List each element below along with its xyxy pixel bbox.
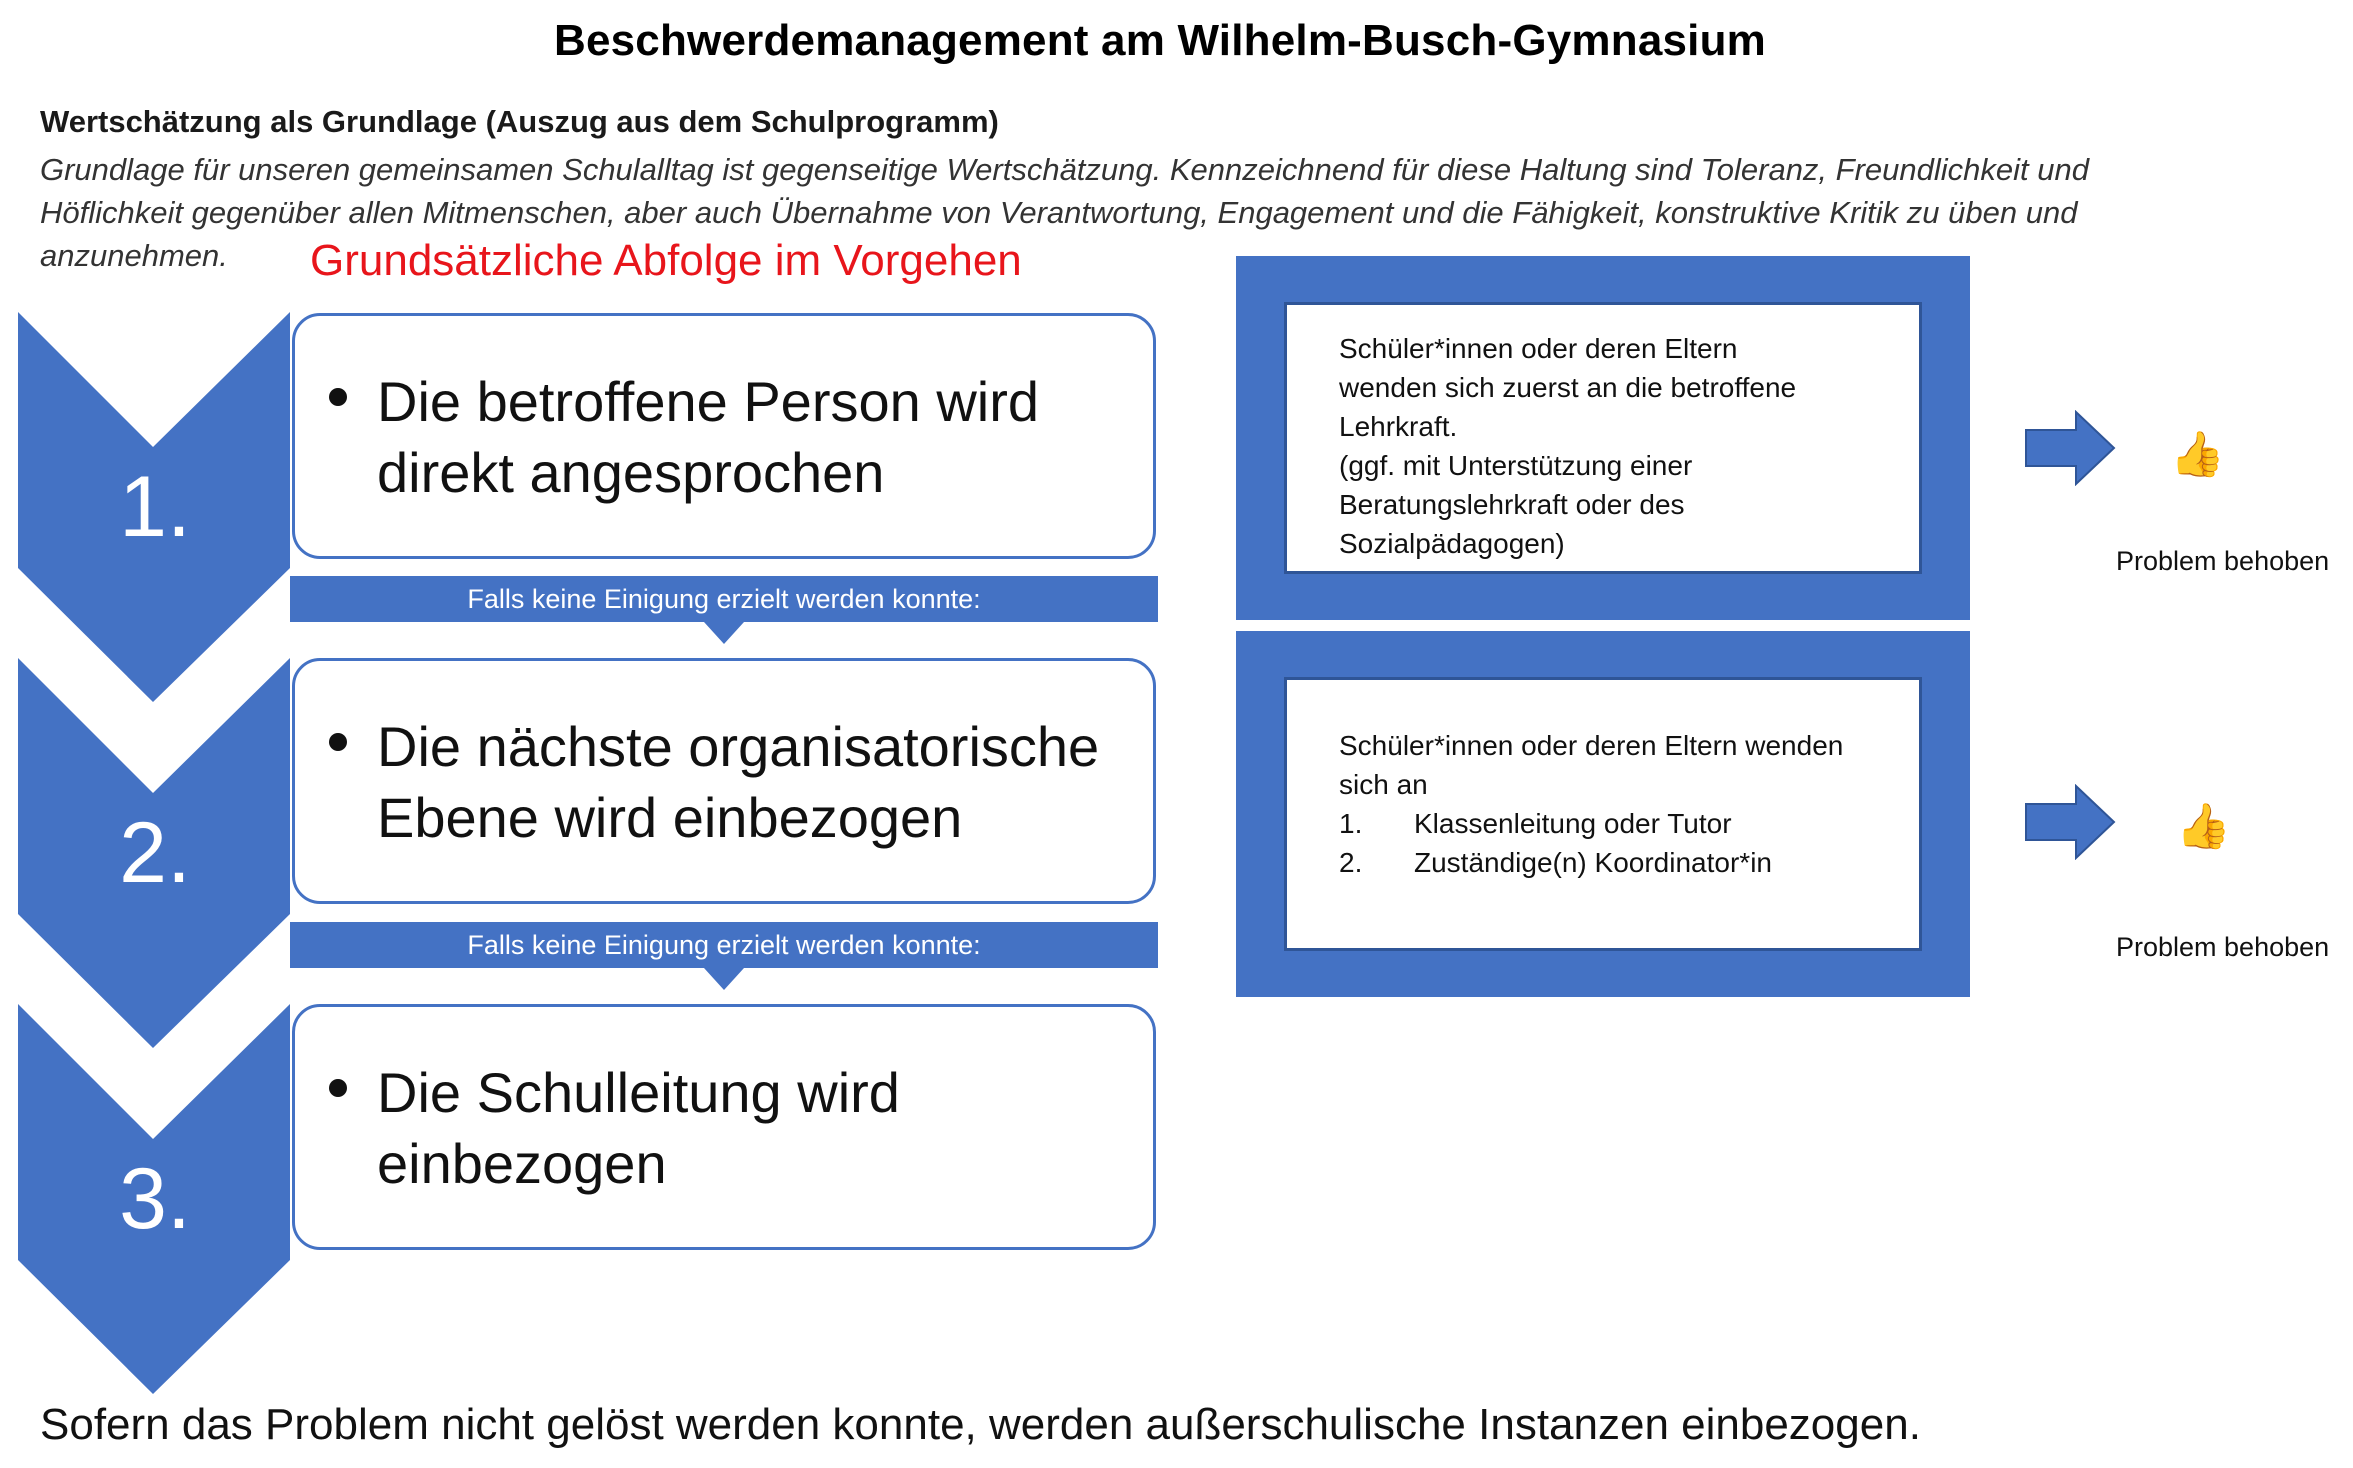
detail-line: wenden sich zuerst an die betroffene — [1339, 372, 1797, 403]
detail-line: sich an — [1339, 769, 1428, 800]
list-text: Klassenleitung oder Tutor — [1414, 808, 1732, 839]
detail-box-2 — [1284, 677, 1922, 951]
down-arrow-icon — [704, 622, 744, 644]
right-arrow-icon — [2024, 784, 2116, 860]
step-number-1: 1. — [119, 459, 191, 555]
list-number: 2. — [1339, 847, 1363, 878]
detail-list-item — [1339, 804, 1919, 843]
detail-line: Schüler*innen oder deren Eltern wenden — [1339, 730, 1844, 761]
intro-heading: Wertschätzung als Grundlage (Auszug aus dem Schulprogramm) — [40, 104, 999, 139]
step-number-2: 2. — [119, 805, 191, 901]
connector-bar-2: Falls keine Einigung erzielt werden konnte: — [290, 922, 1158, 968]
detail-text-1 — [1339, 329, 1919, 563]
connector-bar-1: Falls keine Einigung erzielt werden konnte: — [290, 576, 1158, 622]
footer-text: Sofern das Problem nicht gelöst werden konnte, werden außerschulische Instanzen einbezogen. — [40, 1400, 1921, 1449]
sequence-heading: Grundsätzliche Abfolge im Vorgehen — [310, 236, 1022, 285]
page-title: Beschwerdemanagement am Wilhelm-Busch-Gymnasium — [553, 16, 1766, 65]
step-box-3 — [292, 1004, 1156, 1250]
detail-frame-1 — [1236, 256, 1970, 620]
detail-line: Beratungslehrkraft oder des — [1339, 489, 1685, 520]
bullet-icon — [329, 1079, 347, 1097]
detail-list-item — [1339, 843, 1919, 882]
list-number: 1. — [1339, 808, 1363, 839]
step-text: Die betroffene Person wird direkt angesprochen — [377, 370, 1039, 504]
step-number-3: 3. — [119, 1151, 191, 1247]
detail-frame-2 — [1236, 631, 1970, 997]
detail-text-2 — [1339, 726, 1919, 882]
detail-line: Lehrkraft. — [1339, 411, 1458, 442]
bullet-icon — [329, 733, 347, 751]
thumbs-up-icon: 👍 — [2170, 430, 2225, 479]
outcome-label-1: Problem behoben — [2116, 546, 2330, 576]
outcome-label-2: Problem behoben — [2116, 932, 2330, 962]
step-box-2 — [292, 658, 1156, 904]
bullet-icon — [329, 388, 347, 406]
right-arrow-icon — [2024, 410, 2116, 486]
thumbs-up-icon: 👍 — [2176, 802, 2231, 851]
step-text: Die Schulleitung wird einbezogen — [377, 1061, 900, 1195]
detail-box-1 — [1284, 302, 1922, 574]
intro-text: Grundlage für unseren gemeinsamen Schulalltag ist gegenseitige Wertschätzung. Kennzeichnend für diese Haltung sind Toleranz, Freundlichkeit und Höflichkeit gegenüber allen Mitmenschen, aber auch Übernahme von Verantwortung, Engagement und die Fähigkeit, konstruktive Kritik zu üben und anzunehmen. — [40, 152, 2089, 273]
detail-line: Sozialpädagogen) — [1339, 528, 1565, 559]
step-text: Die nächste organisatorische Ebene wird einbezogen — [377, 715, 1100, 849]
detail-line: Schüler*innen oder deren Eltern — [1339, 333, 1738, 364]
step-box-1 — [292, 313, 1156, 559]
list-text: Zuständige(n) Koordinator*in — [1414, 847, 1772, 878]
detail-line: (ggf. mit Unterstützung einer — [1339, 450, 1693, 481]
down-arrow-icon — [704, 968, 744, 990]
